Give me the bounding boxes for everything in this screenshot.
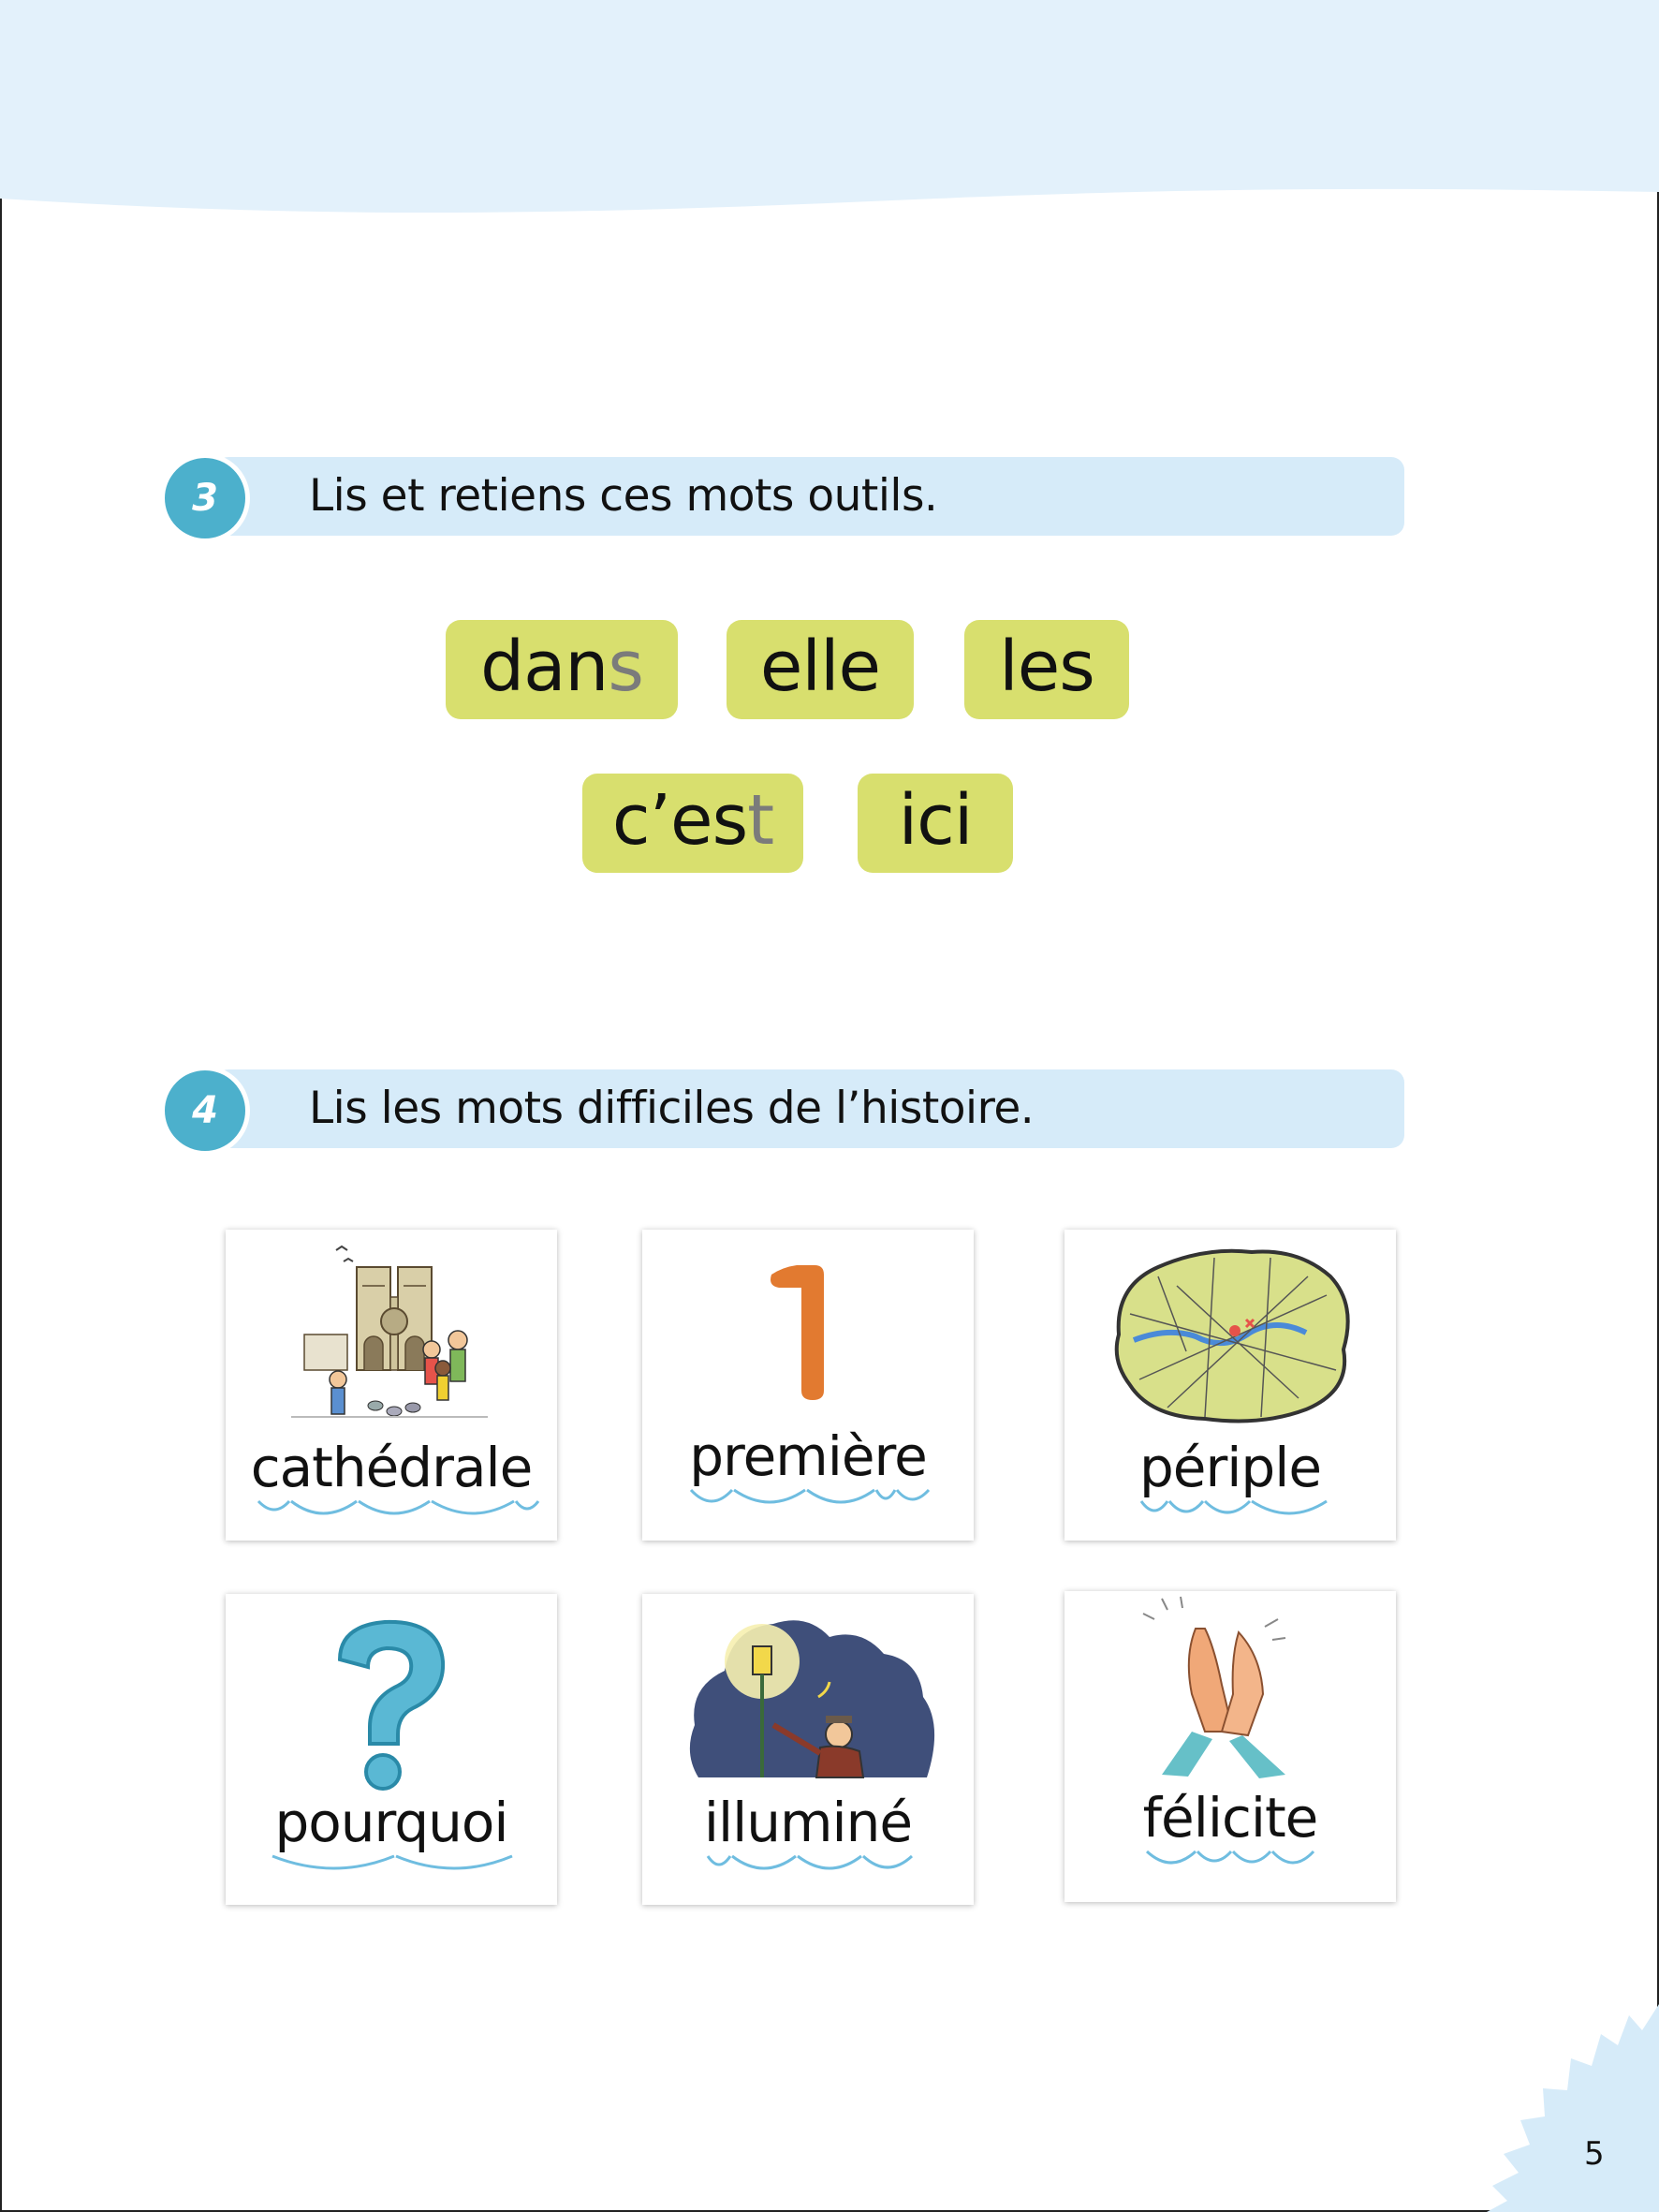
instruction-bar-3 [215,457,1404,536]
syllable-arcs [226,1847,557,1884]
word-card-periple[interactable] [1064,1230,1396,1541]
syllable-arcs [1064,1492,1396,1529]
tool-word-text: elle [759,627,881,707]
tool-word-chip[interactable] [446,620,678,719]
question-mark-illustration [226,1594,557,1809]
page-number: 5 [1584,2135,1605,2173]
header-wave-band [0,0,1659,225]
instruction-bar-4 [215,1069,1404,1148]
silent-letter: s [608,627,643,707]
tool-word-text: les [999,627,1094,707]
word-card-premiere[interactable] [642,1230,974,1541]
tool-word-chip[interactable] [858,774,1013,873]
word-card-cathedrale[interactable] [226,1230,557,1541]
syllable-arcs [1064,1842,1396,1880]
word-card-illumine[interactable] [642,1594,974,1905]
clapping-hands-illustration [1064,1591,1396,1806]
card-word: cathédrale [250,1436,533,1499]
instruction-text: Lis et retiens ces mots outils. [309,470,938,522]
instruction-text: Lis les mots difficiles de l’histoire. [309,1083,1035,1134]
syllable-arcs [226,1492,557,1529]
exercise-number-badge: 4 [160,1066,250,1156]
syllable-arcs [642,1481,974,1518]
tool-word-text: ici [898,780,973,861]
card-word: pourquoi [274,1791,508,1854]
tool-word-text: dan [480,627,609,707]
silent-letter: t [747,780,774,861]
tool-word-chip[interactable] [964,620,1129,719]
paris-map-illustration [1064,1230,1396,1445]
tool-word-chip[interactable] [727,620,914,719]
tool-word-text: c’es [611,780,748,861]
word-card-pourquoi[interactable] [226,1594,557,1905]
card-word: première [689,1424,927,1488]
card-word: périple [1138,1436,1322,1499]
card-word: illuminé [703,1791,913,1854]
word-card-felicite[interactable] [1064,1591,1396,1902]
syllable-arcs [642,1847,974,1884]
tool-word-chip[interactable] [582,774,803,873]
card-word: félicite [1142,1786,1318,1850]
page-corner-burst [1442,2004,1659,2212]
exercise-number-badge: 3 [160,453,250,543]
number-one-illustration [642,1230,974,1445]
lamplighter-night-illustration [642,1594,974,1809]
notre-dame-cathedral-illustration [226,1230,557,1445]
